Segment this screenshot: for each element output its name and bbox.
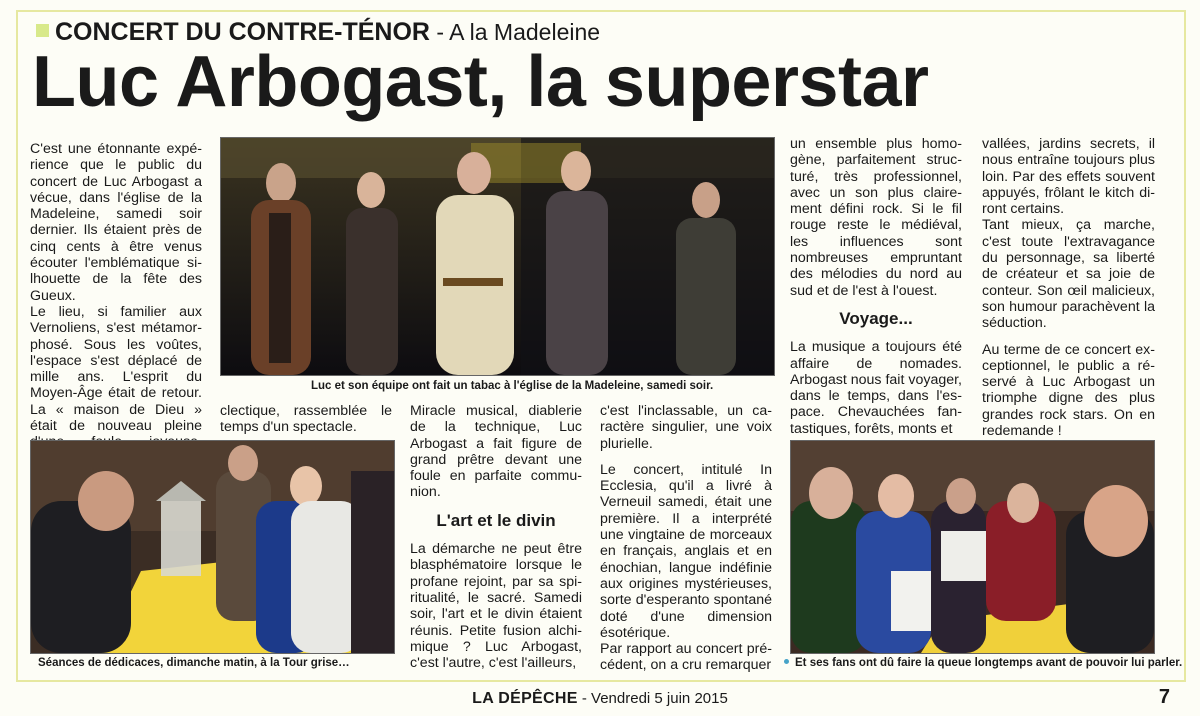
stage-photo-image xyxy=(221,138,774,375)
paragraph: clectique, rassemblée le temps d'un spectacle. xyxy=(220,403,392,436)
paragraph: c'est l'inclassable, un caractère singulier, une voix plurielle. xyxy=(600,403,772,452)
newspaper-name: LA DÉPÊCHE xyxy=(472,690,578,707)
paragraph: Miracle musical, diablerie de la technique, Luc Arbogast a fait figure de grand prêtre devant une foule en parfaite communion. xyxy=(410,403,582,501)
paragraph: C'est une étonnante expérience que le public du concert de Luc Arbogast a vécue, dans l'église de la Madeleine, samedi soir dernier. Ils étaient près de cinq cents à être venus écouter l'emblématique silhouette de la fête des Gueux. xyxy=(30,141,202,304)
bullet-icon xyxy=(784,659,789,664)
section-subhead: L'art et le divin xyxy=(436,510,556,530)
signing-photo-image xyxy=(31,441,394,653)
column-4 xyxy=(600,403,772,674)
column-2 xyxy=(220,403,392,436)
fans-photo-image xyxy=(791,441,1154,653)
fans-photo xyxy=(790,440,1155,654)
paragraph: Au terme de ce concert exceptionnel, le public a réservé à Luc Arbogast un triomphe digne des plus grandes rock stars. On en redemande ! xyxy=(982,341,1155,440)
column-3 xyxy=(410,403,582,671)
stage-photo xyxy=(220,137,775,376)
paragraph: La démarche ne peut être blasphématoire lorsque le profane rejoint, par sa spiritualité, le sacré. Samedi soir, l'art et le divin étaient réunis. Petite fusion alchimique ? Luc Arbogast, c'est l'autre, c'est l'ailleurs, xyxy=(410,541,582,672)
paragraph: Tant mieux, ça marche, c'est toute l'extravagance du personnage, sa liberté de créateur et sa joie de conteur. Son œil malicieux, son humour parachèvent la séduction. xyxy=(982,217,1155,332)
paragraph: Le lieu, si familier aux Vernoliens, s'est métamorphosé. Sous les voûtes, l'espace s'est déplacé de mille ans. L'esprit du Moyen-Âge était de retour. La « maison de Dieu » était de nouveau pleine xyxy=(30,303,202,435)
kicker-title: CONCERT DU CONTRE-TÉNOR xyxy=(55,18,430,46)
kicker-square-icon xyxy=(36,24,49,37)
column-1 xyxy=(30,141,202,467)
fans-photo-caption xyxy=(784,657,1182,669)
kicker-subtitle: - A la Madeleine xyxy=(430,19,601,45)
paragraph: vallées, jardins secrets, il nous entraîne toujours plus loin. Par des effets souvent appuyés, frôlant le kitch diront certains. xyxy=(982,136,1155,218)
paragraph: Par rapport au concert précédent, on a cru remarquer xyxy=(600,641,772,674)
paragraph: un ensemble plus homogène, parfaitement structuré, très professionnel, avec un son plus clairement défini rock. Si le fil rouge reste le médiéval, les influences sont nombreuses empruntant des mélodies du nord au sud et de l'est à l'ouest. xyxy=(790,136,962,299)
section-subhead: Voyage... xyxy=(839,308,913,328)
column-5 xyxy=(790,136,962,437)
article-headline: Luc Arbogast, la superstar xyxy=(32,42,929,122)
column-6 xyxy=(982,136,1155,439)
page-number: 7 xyxy=(1158,686,1170,708)
paragraph: La musique a toujours été affaire de nomades. Arbogast nous fait voyager, dans le temps, dans l'espace. Chevauchées fantastiques, forêts, monts et xyxy=(790,339,962,437)
paragraph: Le concert, intitulé In Ecclesia, qu'il a livré à Verneuil samedi, était une première. Il a interprété une vingtaine de morceaux en français, anglais et en énochian, langue indéfinie aux origines mystérieuses, sorte d'esperanto spontané doté d'une dimension ésotérique. xyxy=(600,461,772,641)
signing-photo xyxy=(30,440,395,654)
issue-date: - Vendredi 5 juin 2015 xyxy=(577,690,728,707)
signing-photo-caption: Séances de dédicaces, dimanche matin, à la Tour grise… xyxy=(38,657,350,669)
stage-photo-caption: Luc et son équipe ont fait un tabac à l'église de la Madeleine, samedi soir. xyxy=(311,380,714,392)
page-footer xyxy=(0,690,1200,708)
fans-caption-text: Et ses fans ont dû faire la queue longtemps avant de pouvoir lui parler. xyxy=(795,657,1183,669)
